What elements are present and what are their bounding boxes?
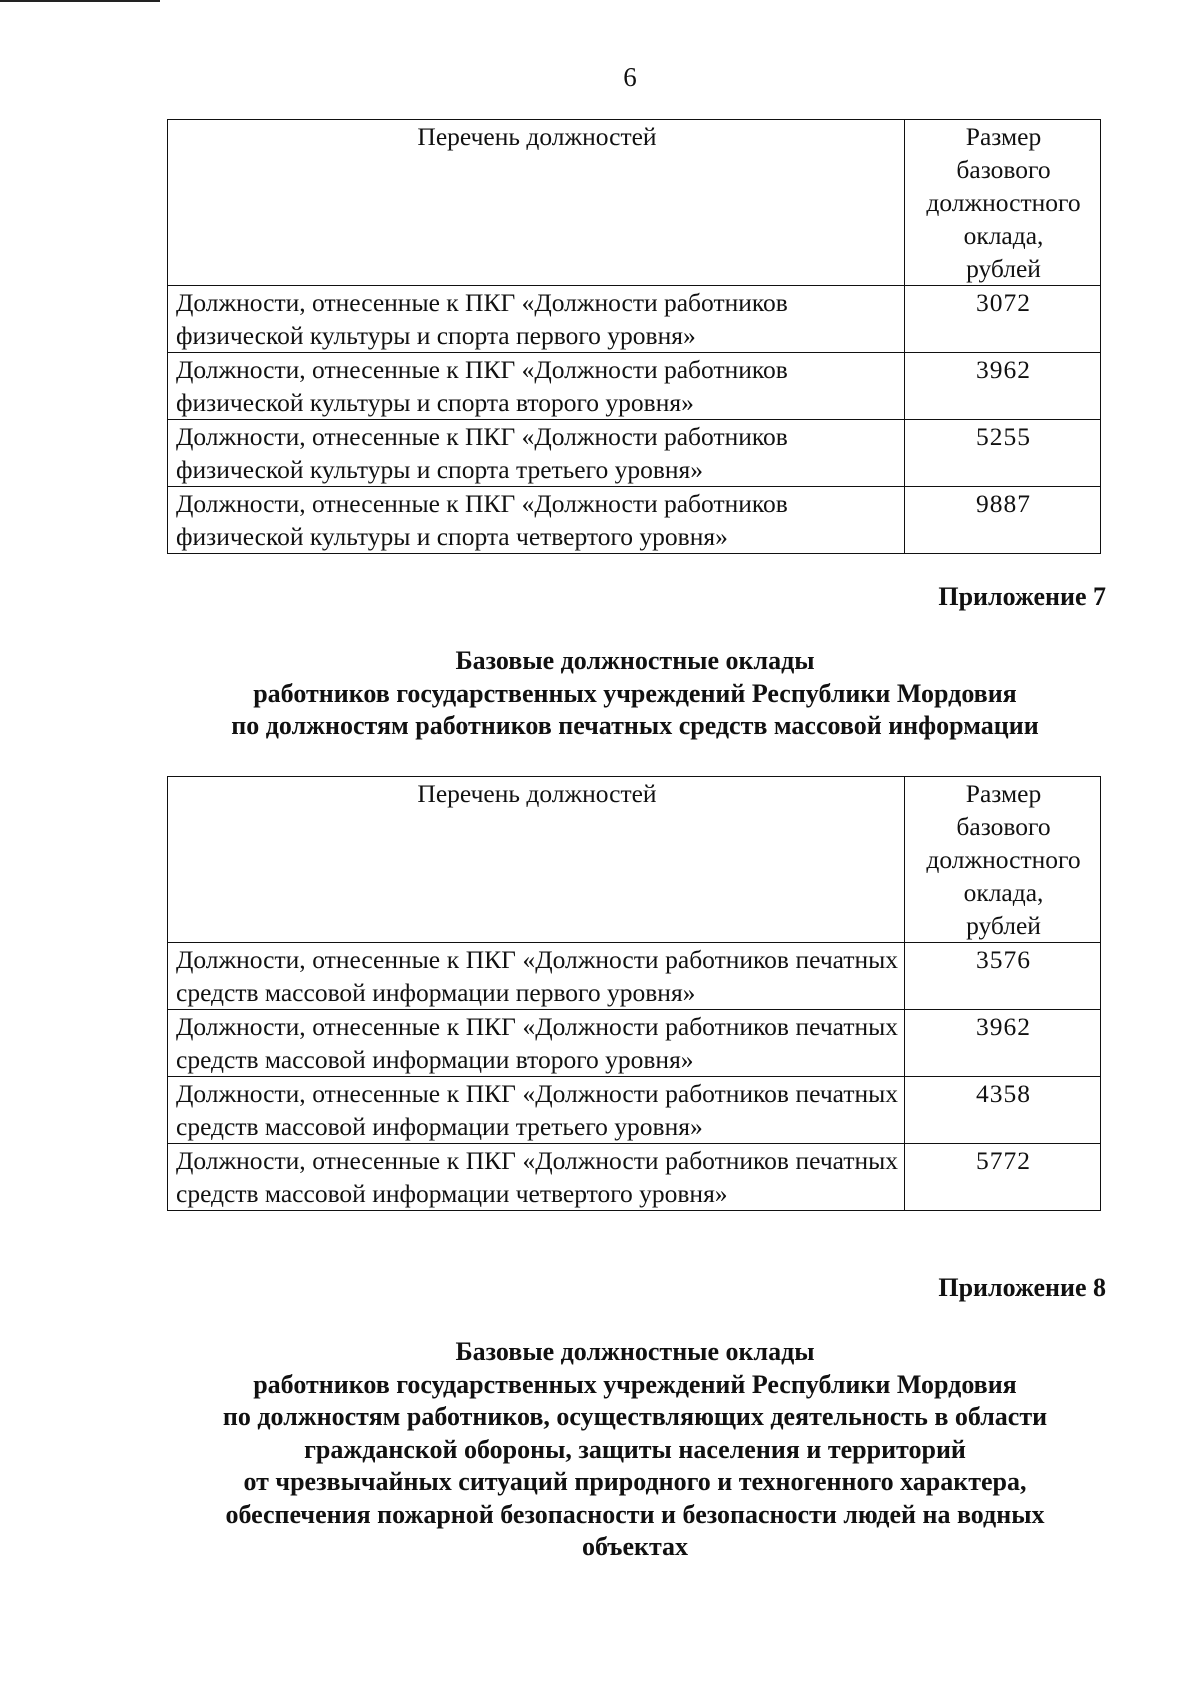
table-header-row	[168, 120, 1101, 286]
appendix-8-title	[130, 1336, 1140, 1564]
title-line: работников государственных учреждений Республики Мордовия	[253, 678, 1017, 708]
salary-table-print-media	[167, 776, 1101, 1211]
position-name: Должности, отнесенные к ПКГ «Должности работников печатных средств массовой информации первого уровня»	[168, 943, 905, 1010]
table-row	[168, 1010, 1101, 1077]
header-line: должностного	[926, 188, 1081, 217]
header-line: Размер	[965, 122, 1042, 151]
salary-amount: 4358	[905, 1077, 1101, 1144]
title-line: Базовые должностные оклады	[455, 1337, 815, 1366]
title-line: обеспечения пожарной безопасности и безопасности людей на водных	[225, 1499, 1045, 1529]
salary-amount: 3576	[905, 943, 1101, 1010]
table-row	[168, 420, 1101, 487]
salary-amount: 5772	[905, 1144, 1101, 1211]
header-line: рублей	[966, 911, 1041, 940]
position-name: Должности, отнесенные к ПКГ «Должности работников физической культуры и спорта третьего уровня»	[168, 420, 905, 487]
header-line: должностного	[926, 845, 1081, 874]
salary-amount: 3072	[905, 286, 1101, 353]
header-line: Размер	[965, 779, 1042, 808]
table-row	[168, 487, 1101, 554]
salary-amount: 5255	[905, 420, 1101, 487]
title-line: по должностям работников печатных средств массовой информации	[231, 711, 1039, 740]
salary-amount: 9887	[905, 487, 1101, 554]
header-line: оклада,	[963, 878, 1044, 907]
title-line: по должностям работников, осуществляющих деятельность в области	[222, 1402, 1048, 1431]
header-line: базового	[956, 812, 1051, 841]
salary-table-sports	[167, 119, 1101, 554]
position-name: Должности, отнесенные к ПКГ «Должности работников физической культуры и спорта первого уровня»	[168, 286, 905, 353]
position-name: Должности, отнесенные к ПКГ «Должности работников печатных средств массовой информации третьего уровня»	[168, 1077, 905, 1144]
header-salary-size	[905, 120, 1101, 286]
appendix-7-label: Приложение 7	[938, 582, 1106, 611]
header-line: рублей	[966, 254, 1041, 283]
title-line: Базовые должностные оклады	[455, 646, 815, 675]
position-name: Должности, отнесенные к ПКГ «Должности работников физической культуры и спорта второго уровня»	[168, 353, 905, 420]
header-line: базового	[956, 155, 1051, 184]
title-line: работников государственных учреждений Республики Мордовия	[253, 1369, 1017, 1399]
header-line: оклада,	[963, 221, 1044, 250]
salary-amount: 3962	[905, 353, 1101, 420]
table-header-row	[168, 777, 1101, 943]
header-salary-size	[905, 777, 1101, 943]
position-name: Должности, отнесенные к ПКГ «Должности работников печатных средств массовой информации четвертого уровня»	[168, 1144, 905, 1211]
salary-amount: 3962	[905, 1010, 1101, 1077]
page-number: 6	[623, 62, 637, 92]
header-position-list: Перечень должностей	[168, 777, 905, 943]
table-row	[168, 1144, 1101, 1211]
appendix-8-label: Приложение 8	[938, 1273, 1106, 1302]
title-line: объектах	[581, 1532, 689, 1561]
scan-edge-line	[0, 0, 160, 2]
table-row	[168, 286, 1101, 353]
appendix-7-title	[130, 645, 1140, 743]
header-position-list: Перечень должностей	[168, 120, 905, 286]
table-row	[168, 943, 1101, 1010]
title-line: от чрезвычайных ситуаций природного и техногенного характера,	[243, 1467, 1027, 1496]
table-row	[168, 353, 1101, 420]
position-name: Должности, отнесенные к ПКГ «Должности работников физической культуры и спорта четвертого уровня»	[168, 487, 905, 554]
title-line: гражданской обороны, защиты населения и территорий	[304, 1434, 966, 1464]
table-row	[168, 1077, 1101, 1144]
position-name: Должности, отнесенные к ПКГ «Должности работников печатных средств массовой информации второго уровня»	[168, 1010, 905, 1077]
